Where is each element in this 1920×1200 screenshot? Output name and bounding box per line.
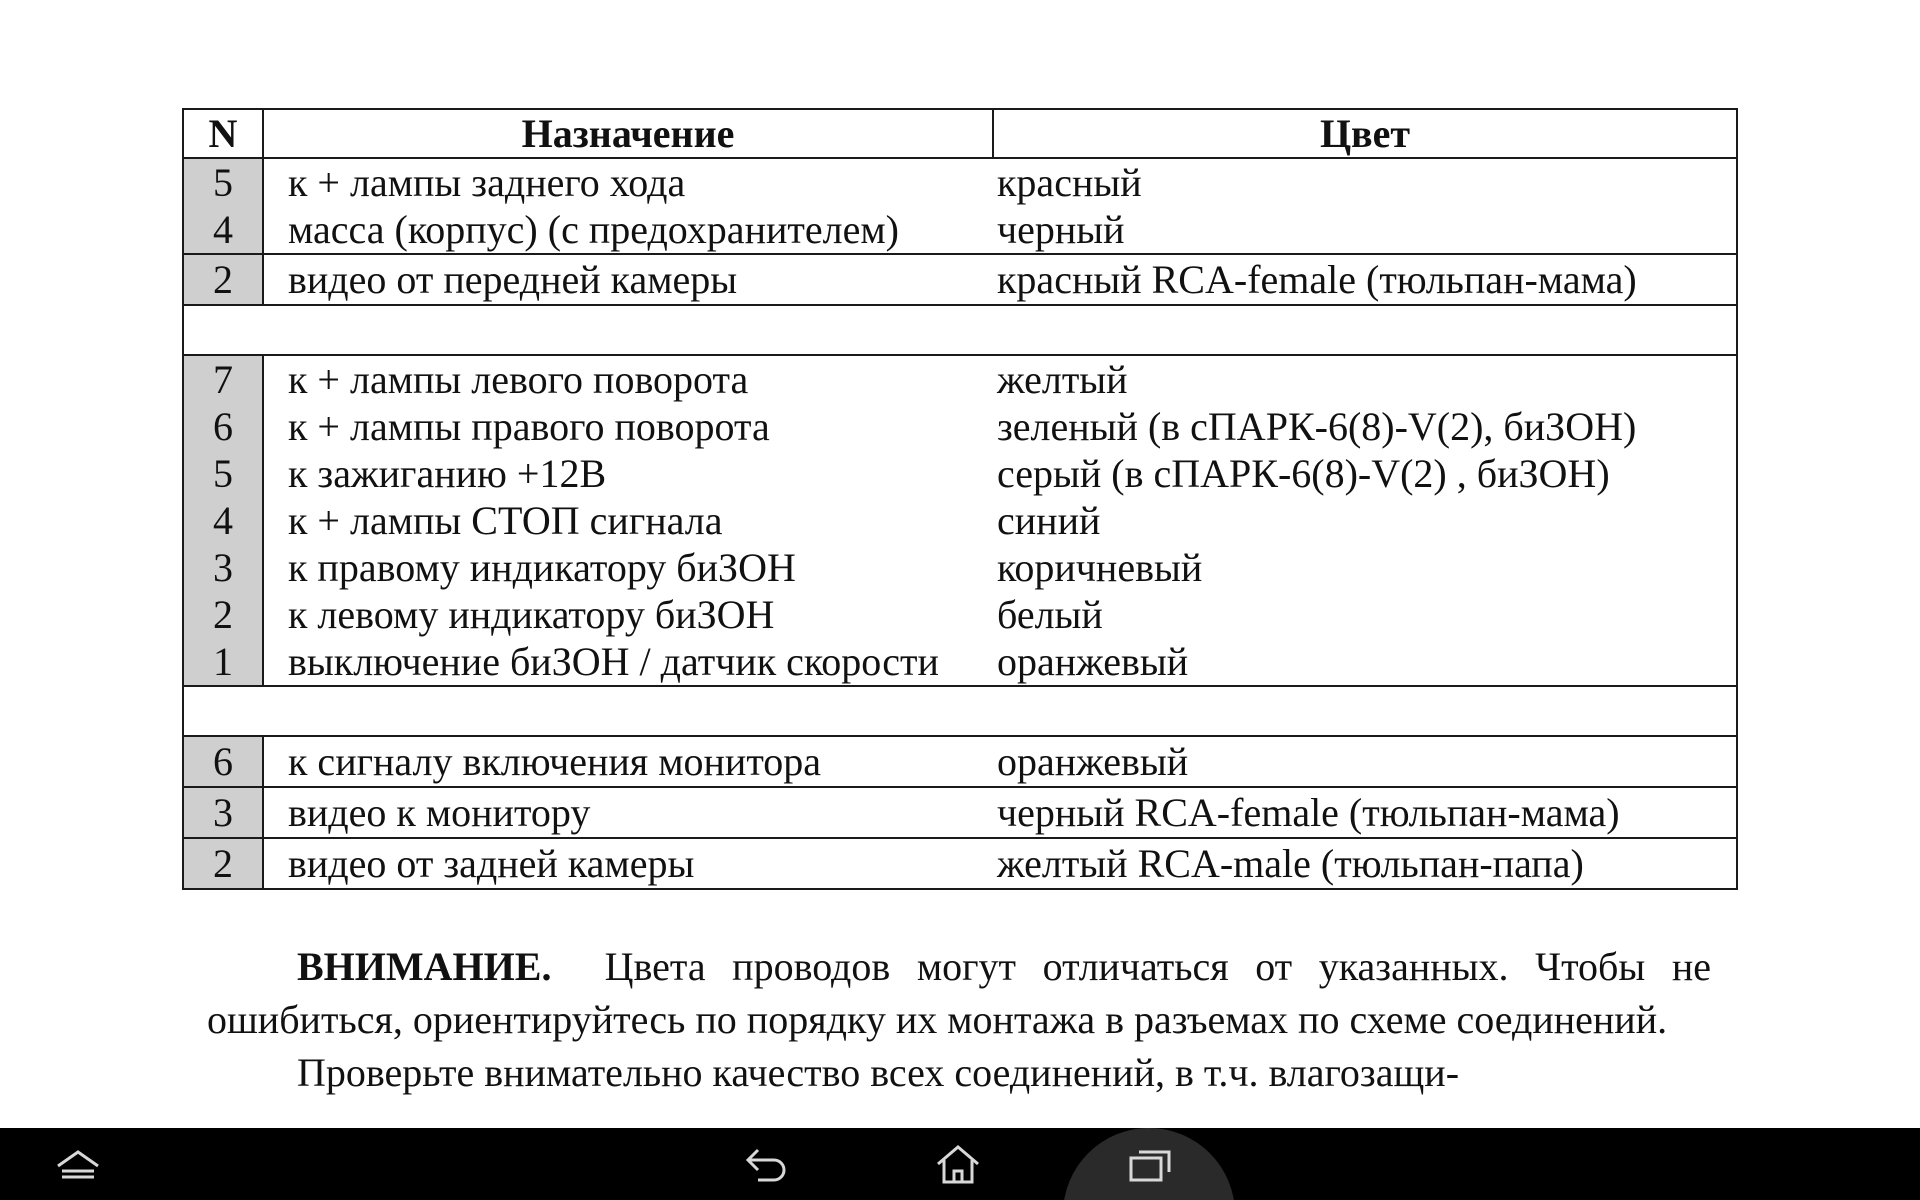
wire-purpose: видео от передней камеры <box>263 254 993 305</box>
wire-color: серый (в сПАРК-6(8)-V(2) , биЗОН) <box>993 450 1737 497</box>
back-button[interactable] <box>719 1128 815 1200</box>
pin-number: 4 <box>183 497 263 544</box>
wire-color-table <box>182 108 1738 890</box>
table-spacer-row <box>183 686 1737 736</box>
wire-color: оранжевый <box>993 736 1737 787</box>
notice-text <box>207 940 1711 1099</box>
pin-number: 6 <box>183 736 263 787</box>
table-spacer-row <box>183 305 1737 355</box>
chevron-up-icon <box>55 1147 101 1181</box>
pin-number: 6 <box>183 403 263 450</box>
wire-color: красный <box>993 158 1737 206</box>
table-row <box>183 450 1737 497</box>
header-n: N <box>183 109 263 158</box>
table-row <box>183 497 1737 544</box>
wire-purpose: к + лампы СТОП сигнала <box>288 498 723 543</box>
table-row <box>183 403 1737 450</box>
wire-purpose: к + лампы левого поворота <box>263 355 993 403</box>
wire-purpose: к + лампы правого поворота <box>288 404 770 449</box>
wire-purpose: видео от задней камеры <box>263 838 993 889</box>
pin-number: 2 <box>183 838 263 889</box>
wire-color: красный RCA-female (тюльпан-мама) <box>993 254 1737 305</box>
table-row <box>183 838 1737 889</box>
wire-purpose: к + лампы заднего хода <box>263 158 993 206</box>
home-icon <box>934 1143 982 1185</box>
table-row <box>183 736 1737 787</box>
wire-color: зеленый (в сПАРК-6(8)-V(2), биЗОН) <box>993 403 1737 450</box>
table-row <box>183 355 1737 403</box>
table-row <box>183 206 1737 254</box>
recent-apps-icon <box>1127 1144 1173 1184</box>
wire-color: черный <box>993 206 1737 254</box>
wire-color: черный RCA-female (тюльпан-мама) <box>993 787 1737 838</box>
notice-label: ВНИМАНИЕ. <box>297 944 552 989</box>
table-row <box>183 638 1737 686</box>
header-purpose: Назначение <box>263 109 993 158</box>
wire-purpose: выключение биЗОН / датчик скорости <box>263 638 993 686</box>
next-paragraph: Проверьте внимательно качество всех соединений, в т.ч. влагозащи- <box>297 1050 1460 1095</box>
wire-purpose: к зажиганию +12В <box>288 451 607 496</box>
pin-number: 2 <box>183 591 263 638</box>
recent-apps-button[interactable] <box>1102 1128 1198 1200</box>
table-row <box>183 254 1737 305</box>
pin-number: 3 <box>183 544 263 591</box>
pin-number: 7 <box>183 355 263 403</box>
wire-color: коричневый <box>993 544 1737 591</box>
wire-color: желтый RCA-male (тюльпан-папа) <box>993 838 1737 889</box>
wire-color: белый <box>993 591 1737 638</box>
hide-navigation-button[interactable] <box>30 1128 126 1200</box>
wire-purpose: к левому индикатору биЗОН <box>288 592 775 637</box>
header-color: Цвет <box>993 109 1737 158</box>
notice-paragraph <box>207 940 1711 1046</box>
home-button[interactable] <box>910 1128 1006 1200</box>
wire-purpose: к правому индикатору биЗОН <box>288 545 796 590</box>
pin-number: 3 <box>183 787 263 838</box>
pin-number: 5 <box>183 158 263 206</box>
notice-body: Цвета проводов могут отличаться от указанных. Чтобы не ошибиться, ориентируйтесь по порядку их монтажа в разъемах по схеме соединений. <box>207 944 1712 1042</box>
wire-color: оранжевый <box>993 638 1737 686</box>
back-icon <box>744 1144 790 1184</box>
wire-purpose: к сигналу включения монитора <box>263 736 993 787</box>
wire-purpose: видео к монитору <box>263 787 993 838</box>
wire-purpose: масса (корпус) (с предохранителем) <box>263 206 993 254</box>
pin-number: 4 <box>183 206 263 254</box>
table-row <box>183 544 1737 591</box>
wire-color: желтый <box>993 355 1737 403</box>
pin-number: 1 <box>183 638 263 686</box>
table-row <box>183 158 1737 206</box>
table-row <box>183 787 1737 838</box>
table-header-row <box>183 109 1737 158</box>
pin-number: 2 <box>183 254 263 305</box>
table-row <box>183 591 1737 638</box>
wire-color: синий <box>993 497 1737 544</box>
pin-number: 5 <box>183 450 263 497</box>
